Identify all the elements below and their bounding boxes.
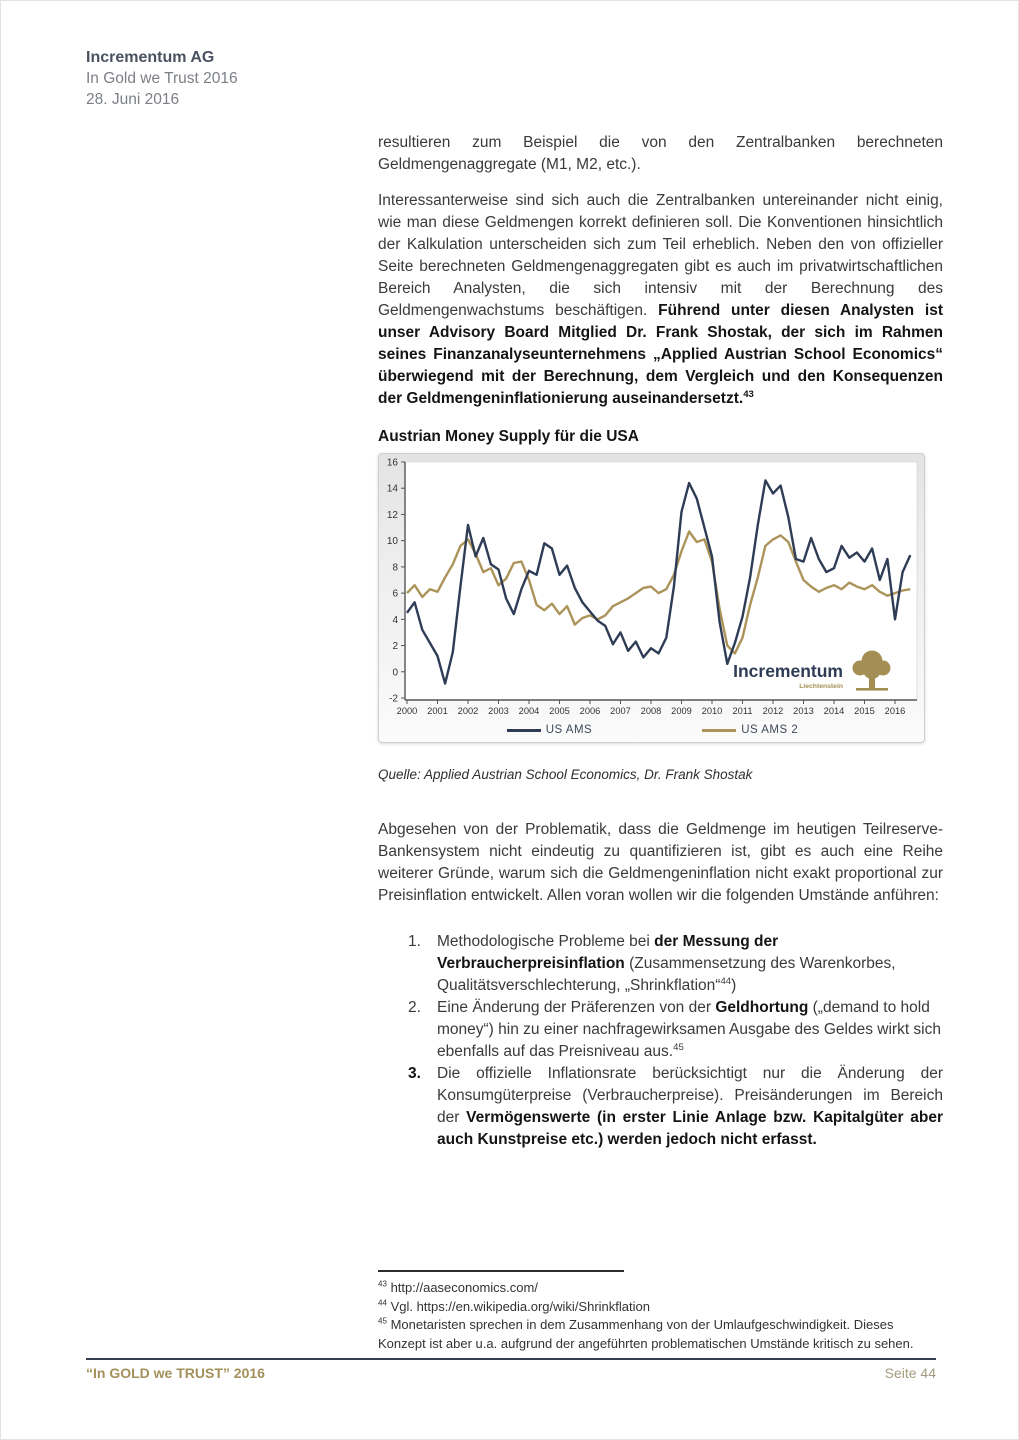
list-item [378, 931, 943, 997]
svg-text:2011: 2011 [732, 706, 753, 716]
footnote-number: 43 [378, 1279, 387, 1289]
chart-legend [381, 724, 924, 736]
legend-line-swatch [702, 729, 736, 732]
svg-text:2: 2 [392, 641, 398, 653]
svg-text:2015: 2015 [854, 706, 875, 716]
svg-text:2010: 2010 [701, 706, 723, 716]
chart-source: Quelle: Applied Austrian School Economics, Dr. Frank Shostak [378, 767, 753, 782]
legend-line-swatch [507, 729, 541, 732]
list-item-number: 2. [408, 999, 421, 1016]
numbered-list [378, 931, 943, 1151]
svg-text:2014: 2014 [823, 706, 845, 716]
svg-text:2006: 2006 [579, 706, 601, 716]
svg-text:2002: 2002 [457, 706, 479, 716]
logo-text: Incrementum [733, 661, 843, 681]
paragraph-1: resultieren zum Beispiel die von den Zentralbanken berechneten Geldmengenaggregate (M1, M2, etc.). [378, 134, 943, 173]
footnote-number: 44 [378, 1298, 387, 1308]
logo-subtext: Liechtenstein [799, 683, 843, 690]
svg-text:2008: 2008 [640, 706, 662, 716]
svg-text:-2: -2 [389, 693, 398, 705]
company-name: Incrementum AG [86, 49, 215, 66]
svg-text:0: 0 [392, 667, 398, 679]
footnote-separator [378, 1270, 624, 1272]
report-date: 28. Juni 2016 [86, 91, 180, 108]
svg-text:2004: 2004 [518, 706, 540, 716]
svg-text:4: 4 [392, 614, 398, 626]
svg-text:2005: 2005 [549, 706, 570, 716]
x-axis-ticks [397, 700, 906, 716]
svg-text:14: 14 [386, 483, 398, 495]
svg-text:2009: 2009 [671, 706, 692, 716]
svg-text:2007: 2007 [610, 706, 631, 716]
svg-text:6: 6 [392, 588, 398, 600]
chart-title: Austrian Money Supply für die USA [378, 428, 639, 445]
footnote [378, 1279, 943, 1298]
svg-text:12: 12 [386, 509, 398, 521]
footnote [378, 1298, 943, 1317]
list-item-number: 1. [408, 933, 421, 950]
footnotes [378, 1279, 943, 1353]
legend-label: US AMS 2 [741, 724, 799, 736]
page-number: Seite 44 [884, 1365, 936, 1381]
svg-text:8: 8 [392, 562, 398, 574]
paragraph-3: Abgesehen von der Problematik, dass die Geldmenge im heutigen Teilreserve-Bankensystem nicht eindeutig zu quantifizieren ist, gibt es auch eine Reihe weiterer Gründe, warum sich die Geldmengeninflation nicht exakt proportional zur Preisinflation entwickelt. Allen voran wollen wir die folgenden Umstände anführen: [378, 821, 943, 904]
list-item [378, 997, 943, 1063]
svg-text:10: 10 [386, 536, 398, 548]
svg-text:2013: 2013 [793, 706, 814, 716]
legend-item [507, 724, 592, 736]
money-supply-chart [378, 453, 925, 743]
list-item-text: Die offizielle Inflationsrate berücksichtigt nur die Änderung der Konsumgüterpreise (Verbraucherpreise). Preisänderungen im Bereich der Vermögenswerte (in erster Linie Anlage bzw. Kapitalgüter aber auch Kunstpreise etc.) werden jedoch nicht erfasst. [437, 1065, 943, 1148]
svg-text:2003: 2003 [488, 706, 509, 716]
footnote-link[interactable]: Vgl. https://en.wikipedia.org/wiki/Shrinkflation [386, 1298, 650, 1314]
footer-title: “In GOLD we TRUST” 2016 [86, 1365, 265, 1381]
list-item [378, 1063, 943, 1151]
report-title: In Gold we Trust 2016 [86, 70, 238, 87]
list-item-text: Methodologische Probleme bei der Messung der Verbraucherpreisinflation (Zusammensetzung des Warenkorbes, Qualitätsverschlechterung, „Shrinkflation“$^{44}$) [437, 933, 896, 994]
legend-item [702, 724, 798, 736]
page-header [86, 47, 238, 110]
svg-text:2012: 2012 [762, 706, 784, 716]
footnote [378, 1316, 943, 1353]
svg-text:2001: 2001 [427, 706, 448, 716]
legend-label: US AMS [545, 724, 593, 736]
svg-text:2016: 2016 [884, 706, 906, 716]
footer-rule [86, 1358, 936, 1360]
footnote-text: Monetaristen sprechen in dem Zusammenhang von der Umlaufgeschwindigkeit. Dieses Konzept ist aber u.a. aufgrund der angeführten problematischen Umstände kritisch zu sehen. [378, 1317, 914, 1351]
svg-text:16: 16 [386, 457, 398, 469]
chart-plot [381, 456, 924, 720]
y-axis-ticks [387, 458, 405, 705]
footnote-link[interactable]: http://aaseconomics.com/ [386, 1280, 538, 1295]
paragraph-2: Interessanterweise sind sich auch die Zentralbanken untereinander nicht einig, wie man diese Geldmengen korrekt definieren soll. Die Konventionen hinsichtlich der Kalkulation unterscheiden sich zum Teil erheblich. Neben den von offizieller Seite berechneten Geldmengenaggregaten gibt es auch im privatwirtschaftlichen Bereich Analysten, die sich intensiv mit der Berechnung des Geldmengenwachstums beschäftigen. Führend unter diesen Analysten ist unser Advisory Board Mitglied Dr. Frank Shostak, der sich im Rahmen seines Finanzanalyseunternehmens „Applied Austrian School Economics“ überwiegend mit der Berechnung, dem Vergleich und den Konsequenzen der Geldmengeninflationierung auseinandersetzt.$^{43}$ [378, 192, 943, 407]
list-item-number: 3. [408, 1065, 421, 1082]
footnote-number: 45 [378, 1316, 387, 1326]
list-item-text: Eine Änderung der Präferenzen von der Geldhortung („demand to hold money“) hin zu einer nachfragewirksamen Ausgabe des Geldes wirkt sich ebenfalls auf das Preisniveau aus.$^{45}$ [437, 999, 941, 1060]
page-footer [86, 1365, 936, 1381]
svg-text:2000: 2000 [396, 706, 418, 716]
